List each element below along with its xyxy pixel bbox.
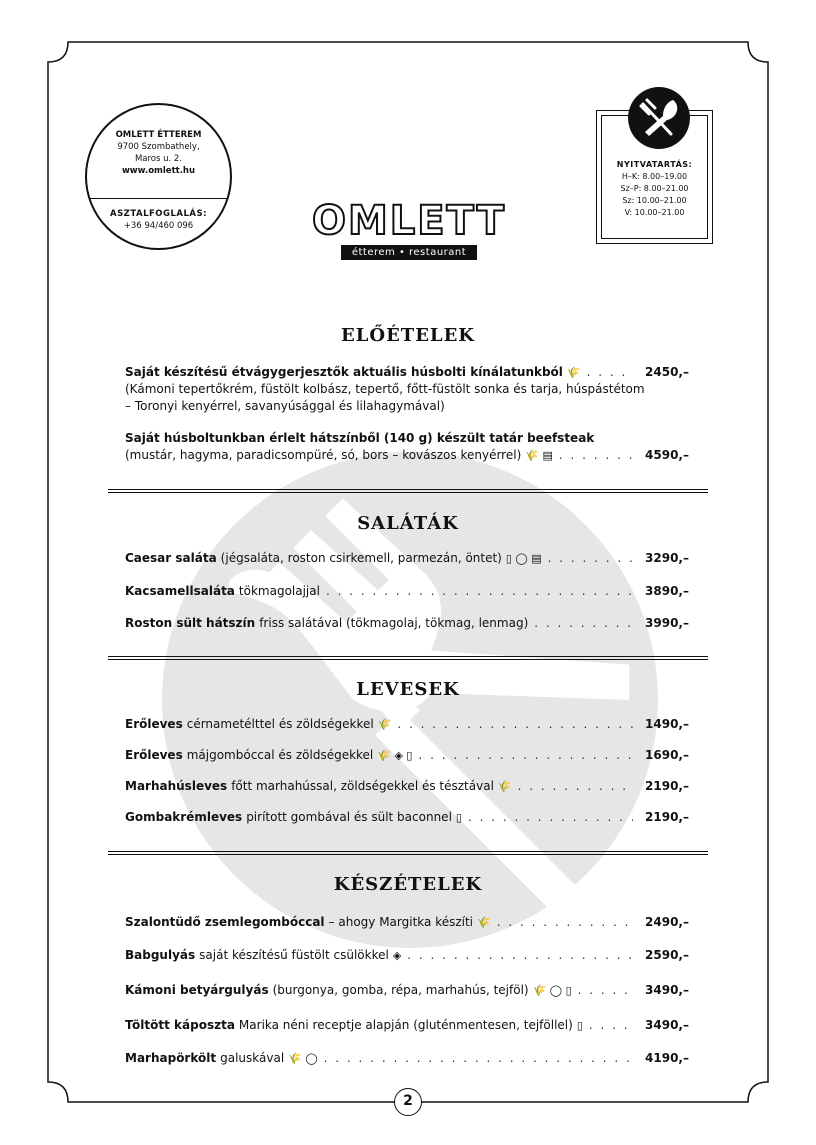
item-description: saját készítésű füstölt csülökkel [199,948,389,962]
allergen-icons: ▯ [455,811,462,824]
item-name: Kámoni betyárgulyás [125,983,269,997]
section-divider [108,851,708,852]
item-description: pirított gombával és sült baconnel [246,810,452,824]
dot-leader [407,947,633,964]
item-name: Töltött káposzta [125,1018,235,1032]
logo-word: OMLETT [311,198,507,244]
section-divider [108,656,708,657]
section-title-levesek: LEVESEK [356,679,460,700]
item-price: 2190,– [645,779,689,793]
item-name: Saját húsboltunkban érlelt hátszínből (140 g) készült tatár beefsteak [125,431,595,445]
item-price: 3290,– [645,551,689,565]
hours-line: H–K: 8.00–19.00 [621,172,688,181]
item-name: Caesar saláta [125,551,217,565]
item-name: Erőleves [125,748,183,762]
menu-item [125,1017,689,1034]
dot-leader [589,1017,633,1034]
dot-leader [578,982,633,999]
item-price: 3490,– [645,1018,689,1032]
dot-leader [534,615,633,632]
item-name: Szalontüdő zsemlegombóccal [125,915,325,929]
item-description: májgombóccal és zöldségekkel [186,748,374,762]
allergen-icons: 🌾 ▤ [525,449,553,462]
section-title-eloetelek: ELŐÉTELEK [341,325,475,346]
dot-leader [468,809,633,826]
hours-title: NYITVATARTÁS: [616,160,693,169]
allergen-icons: 🌾 [497,780,512,793]
item-price: 2450,– [645,365,689,379]
hours-line: Sz: 10.00–21.00 [622,196,687,205]
item-description: tökmagolajjal [238,584,320,598]
item-description: (burgonya, gomba, répa, marhahús, tejföl) [272,983,529,997]
item-price: 2590,– [645,948,689,962]
item-name: Kacsamellsaláta [125,584,235,598]
item-name: Gombakrémleves [125,810,243,824]
item-price: 1690,– [645,748,689,762]
item-description: cérnametélttel és zöldségekkel [186,717,374,731]
item-price: 3890,– [645,584,689,598]
allergen-icons: 🌾 [377,718,392,731]
item-name: Saját készítésű étvágygerjesztők aktuális húsbolti kínálatunkból [125,365,563,379]
allergen-icons: ▯ ◯ ▤ [505,552,542,565]
phone-number[interactable]: +36 94/460 096 [123,221,194,231]
item-name: Roston sült hátszín [125,616,256,630]
allergen-icons: ▯ [576,1019,583,1032]
item-description: (mustár, hagyma, paradicsompüré, só, bors – kovászos kenyérrel) [125,448,522,462]
street-address: Maros u. 2. [134,154,183,164]
dot-leader [548,550,633,567]
menu-item [125,982,689,999]
item-description: Marika néni receptje alapján (gluténmentesen, tejföllel) [238,1018,573,1032]
opening-hours-box [596,110,713,244]
allergen-icons: 🌾 ◈ ▯ [377,749,413,762]
item-price: 3990,– [645,616,689,630]
item-description: galuskával [220,1051,285,1065]
menu-item [125,615,689,632]
menu-item [125,747,689,764]
item-name: Erőleves [125,717,183,731]
item-description: (jégsaláta, roston csirkemell, parmezán, öntet) [220,551,502,565]
dot-leader [418,747,633,764]
dot-leader [497,914,633,931]
section-title-salatak: SALÁTÁK [357,513,459,534]
website-link[interactable]: www.omlett.hu [121,166,196,176]
menu-item [125,364,689,415]
logo-tagline: étterem • restaurant [341,245,477,260]
item-description: főtt marhahússal, zöldségekkel és tésztával [231,779,494,793]
dot-leader [559,447,633,464]
restaurant-name: OMLETT ÉTTEREM [115,130,202,140]
menu-item [125,430,689,464]
item-description: friss salátával (tökmagolaj, tökmag, lenmag) [259,616,529,630]
allergen-icons: ◈ [392,949,402,962]
menu-item [125,716,689,733]
menu-item [125,809,689,826]
menu-item [125,778,689,795]
item-price: 1490,– [645,717,689,731]
section-title-keszetelek: KÉSZÉTELEK [333,874,483,895]
allergen-icons: 🌾 [566,366,581,379]
dot-leader [587,364,633,381]
item-price: 2190,– [645,810,689,824]
hours-line: V: 10.00–21.00 [624,208,685,217]
allergen-icons: 🌾 ◯ ▯ [532,984,572,997]
omlett-logo [304,198,514,264]
allergen-icons: 🌾 ◯ [288,1052,318,1065]
dot-leader [397,716,633,733]
item-name: Marhapörkölt [125,1051,217,1065]
item-name: Marhahúsleves [125,779,228,793]
dot-leader [518,778,633,795]
section-divider [108,489,708,490]
menu-item [125,947,689,964]
reservation-label: ASZTALFOGLALÁS: [109,209,207,219]
postal-address: 9700 Szombathely, [117,142,200,152]
menu-item [125,1050,689,1067]
item-price: 3490,– [645,983,689,997]
fork-knife-icon [627,86,691,150]
item-price: 4190,– [645,1051,689,1065]
menu-item [125,583,689,600]
item-description: – Toronyi kenyérrel, savanyúsággal és lilahagymával) [125,399,445,413]
menu-item [125,550,689,567]
item-price: 4590,– [645,448,689,462]
page-number: 2 [394,1088,422,1116]
item-price: 2490,– [645,915,689,929]
dot-leader [326,583,633,600]
badge-divider [90,198,227,199]
allergen-icons: 🌾 [477,916,491,929]
menu-item [125,914,689,931]
address-badge [85,103,232,250]
item-name: Babgulyás [125,948,196,962]
dot-leader [324,1050,633,1067]
item-description: (Kámoni tepertőkrém, füstölt kolbász, tepertő, főtt-füstölt sonka és tarja, húspástétom [125,382,645,396]
item-description: – ahogy Margitka készíti [328,915,474,929]
hours-line: Sz–P: 8.00–21.00 [620,184,689,193]
